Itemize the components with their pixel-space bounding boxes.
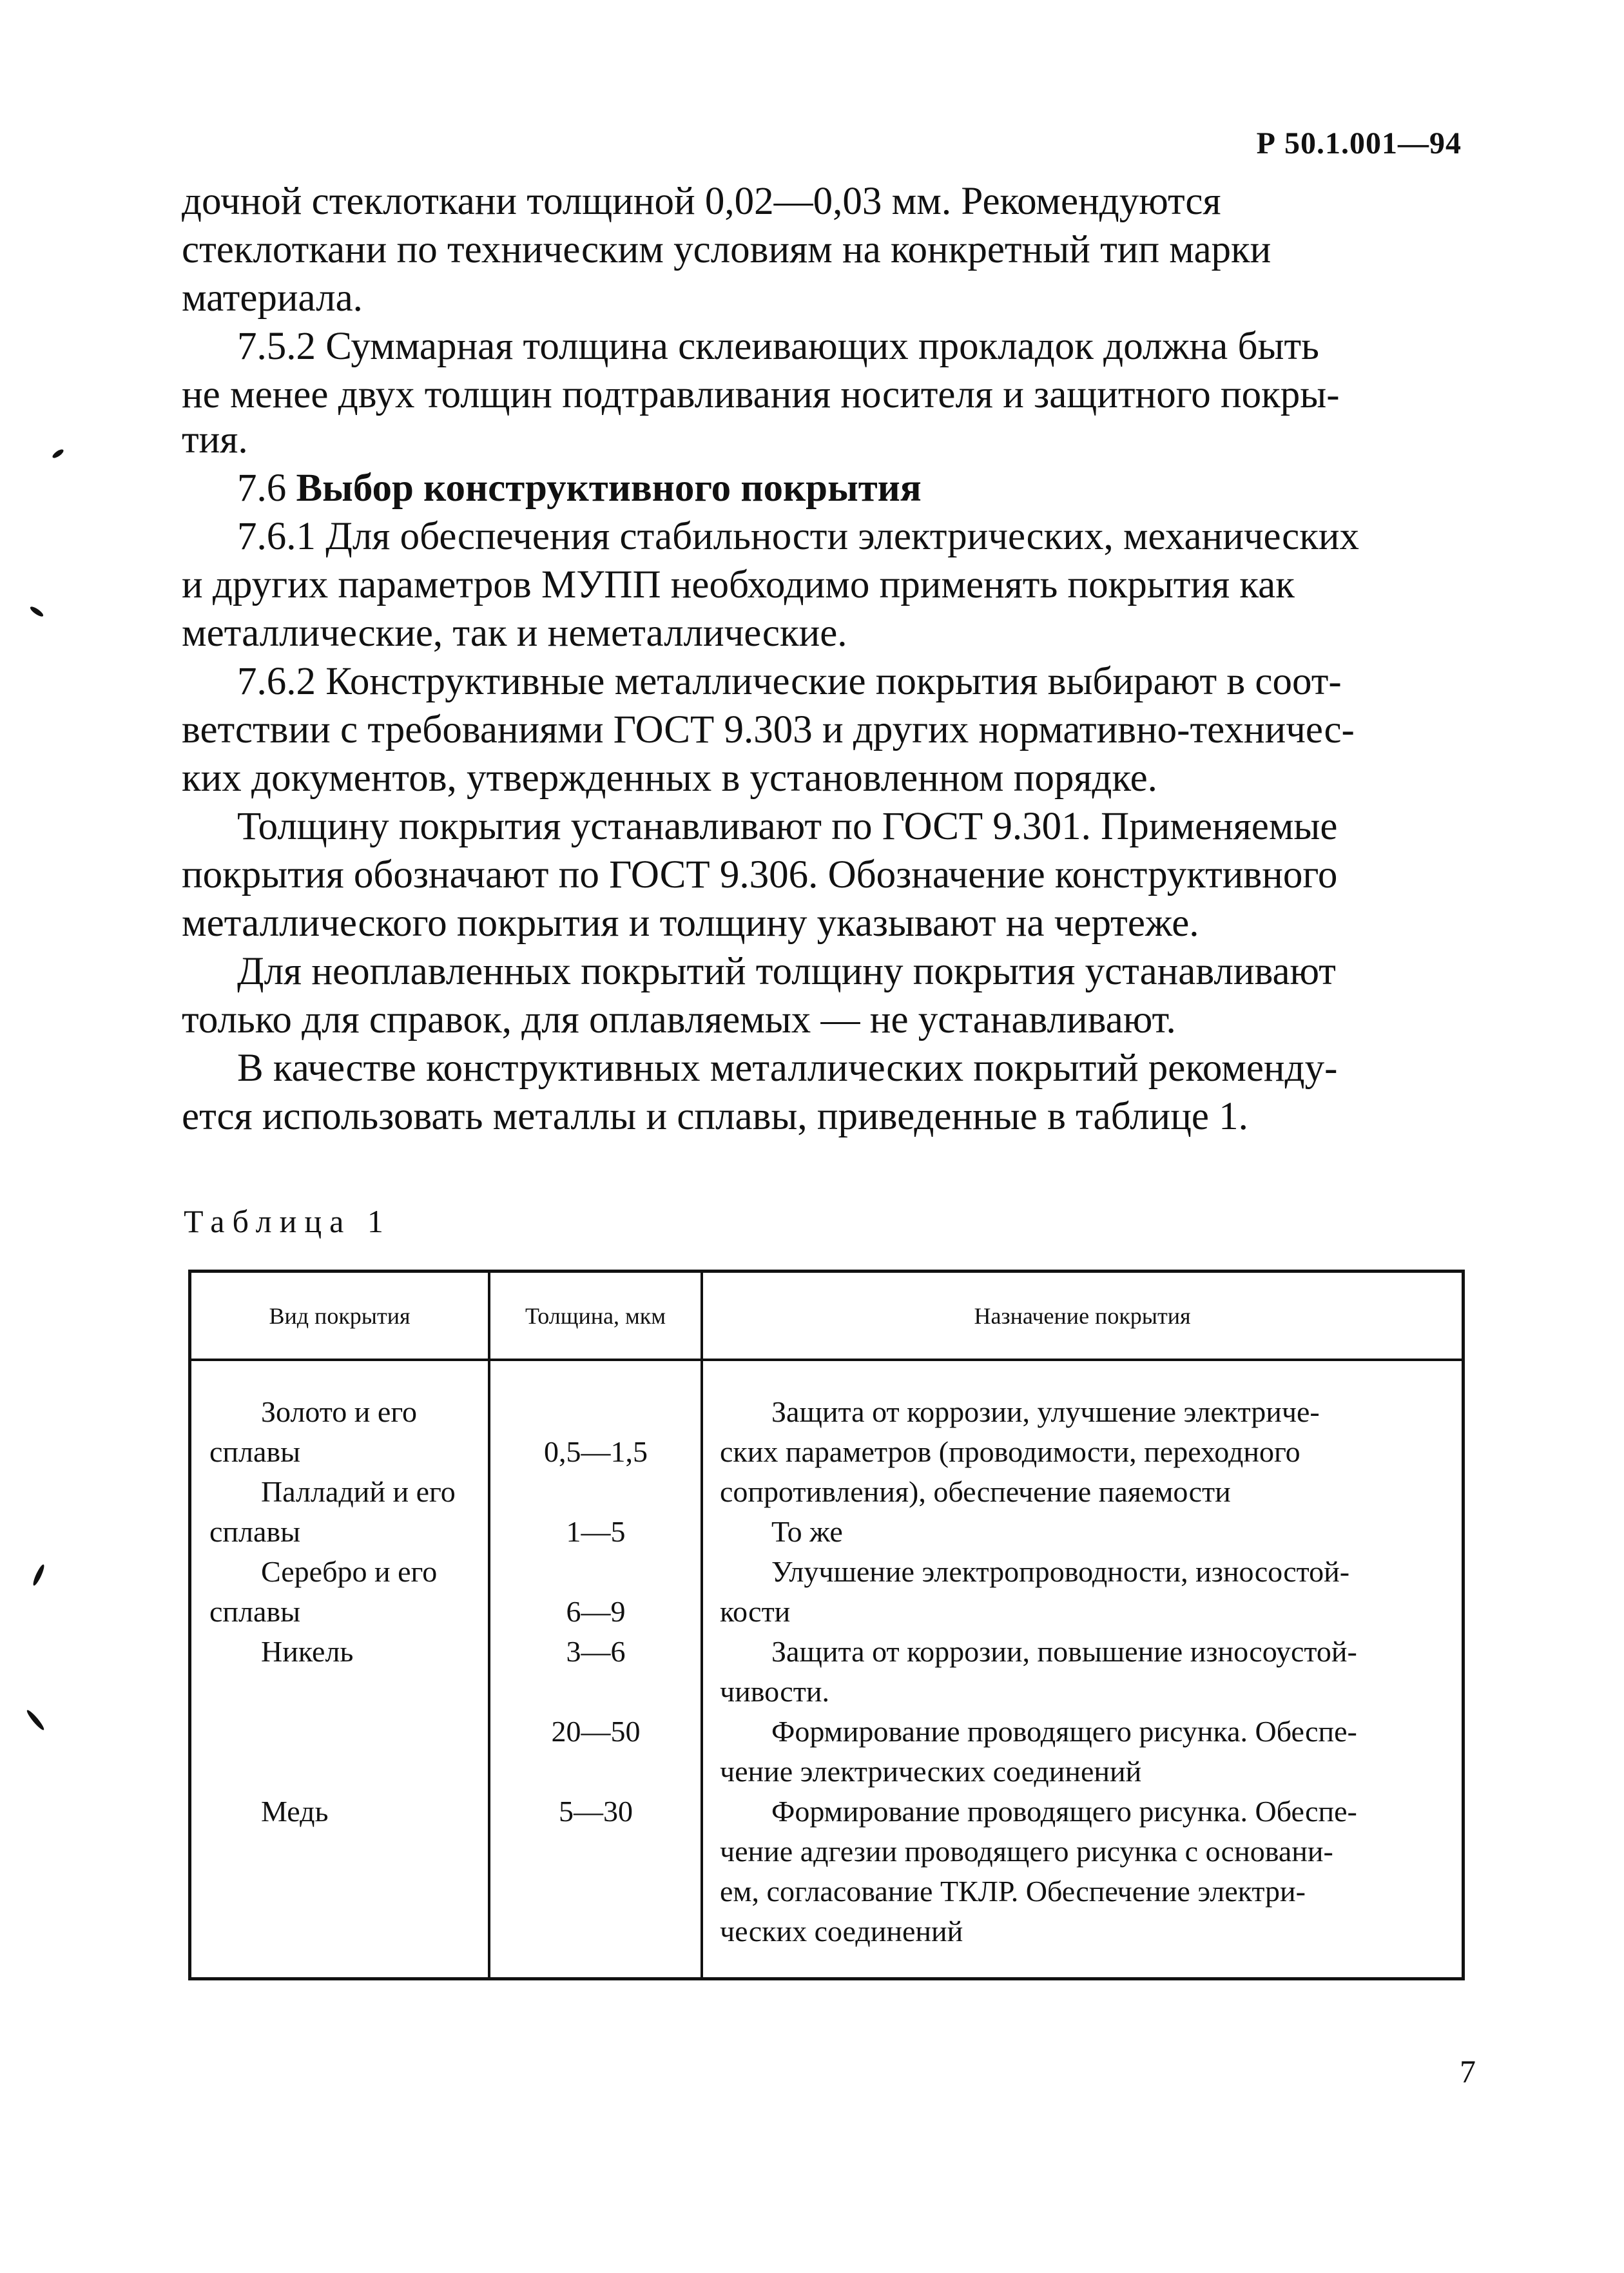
text-line [182, 177, 1464, 226]
text-line [182, 561, 1464, 609]
text-line-content: 7.6.1 Для обеспечения стабильности электрических, механических [237, 515, 1360, 558]
table-cell: кости [720, 1595, 791, 1628]
column-divider [701, 1273, 703, 1977]
text-line-content: покрытия обозначают по ГОСТ 9.306. Обозначение конструктивного [182, 853, 1338, 896]
table-cell: чение адгезии проводящего рисунка с основани- [720, 1835, 1333, 1868]
text-line-content: В качестве конструктивных металлических покрытий рекоменду- [237, 1047, 1338, 1090]
text-line [182, 1044, 1464, 1092]
table-cell: Никель [261, 1635, 354, 1668]
table-cell: сплавы [209, 1435, 301, 1468]
text-line [182, 996, 1464, 1044]
text-line-content: только для справок, для оплавляемых — не устанавливают. [182, 998, 1176, 1041]
header-rule [191, 1359, 1462, 1361]
page-number: 7 [1460, 2053, 1476, 2089]
text-line-content: материала. [182, 276, 363, 320]
table-cell: сопротивления), обеспечение паяемости [720, 1475, 1231, 1508]
text-line [182, 464, 1464, 512]
text-line [182, 322, 1464, 371]
table-cell: 20—50 [551, 1715, 641, 1748]
table-cell: ческих соединений [720, 1915, 963, 1948]
text-line-content: стеклоткани по техническим условиям на конкретный тип марки [182, 228, 1271, 271]
text-line [182, 226, 1464, 274]
table-cell: Защита от коррозии, повышение износоустой- [771, 1635, 1357, 1668]
table-cell: 0,5—1,5 [544, 1435, 648, 1468]
table-cell: чение электрических соединений [720, 1755, 1142, 1788]
text-line-content: Толщину покрытия устанавливают по ГОСТ 9.301. Применяемые [237, 805, 1338, 848]
table-cell: 5—30 [559, 1795, 633, 1828]
text-line [182, 706, 1464, 754]
table-cell: ем, согласование ТКЛР. Обеспечение электри- [720, 1875, 1306, 1908]
text-line-content: ких документов, утвержденных в установленном порядке. [182, 757, 1157, 800]
text-line [182, 1092, 1464, 1141]
coatings-table [188, 1270, 1465, 1980]
text-line-content: тия. [182, 418, 248, 461]
table-cell: сплавы [209, 1515, 301, 1548]
scan-mark [32, 1563, 46, 1587]
header-coating-type: Вид покрытия [269, 1302, 411, 1329]
table-cell: Палладий и его [261, 1475, 456, 1508]
table-cell: чивости. [720, 1675, 829, 1708]
table-cell: 1—5 [566, 1515, 626, 1548]
text-line-content: дочной стеклоткани толщиной 0,02—0,03 мм. Рекомендуются [182, 180, 1221, 223]
text-line [182, 657, 1464, 706]
table-cell: Серебро и его [261, 1555, 438, 1588]
text-line [182, 947, 1464, 996]
table-cell: сплавы [209, 1595, 301, 1628]
table-caption: Таблица 1 [184, 1203, 391, 1239]
text-line-content: не менее двух толщин подтравливания носителя и защитного покры- [182, 373, 1340, 416]
text-line-content: металлические, так и неметаллические. [182, 612, 847, 655]
table-cell: ских параметров (проводимости, переходного [720, 1435, 1300, 1468]
document-code: Р 50.1.001—94 [1256, 126, 1462, 160]
text-line [182, 416, 1464, 464]
text-line-content: металлического покрытия и толщину указывают на чертеже. [182, 902, 1199, 945]
table-cell: Улучшение электропроводности, износостой- [771, 1555, 1350, 1588]
section-heading: Выбор конструктивного покрытия [296, 467, 922, 510]
table-cell: Формирование проводящего рисунка. Обеспе- [771, 1795, 1357, 1828]
table-cell: Защита от коррозии, улучшение электриче- [771, 1395, 1320, 1428]
table-cell: 3—6 [566, 1635, 626, 1668]
text-line [182, 754, 1464, 802]
text-line-content: Для неоплавленных покрытий толщину покрытия устанавливают [237, 950, 1336, 993]
column-divider [488, 1273, 490, 1977]
text-line-content: ветствии с требованиями ГОСТ 9.303 и других нормативно-техничес- [182, 708, 1355, 751]
scan-mark [52, 448, 65, 459]
text-line-content: 7.6 [237, 467, 296, 510]
scan-mark [29, 605, 44, 618]
text-line [182, 802, 1464, 851]
text-line [182, 371, 1464, 419]
table-cell: 6—9 [566, 1595, 626, 1628]
text-line [182, 851, 1464, 899]
table-cell: То же [771, 1515, 843, 1548]
scan-mark [25, 1708, 46, 1732]
text-line [182, 274, 1464, 322]
text-line-content: 7.5.2 Суммарная толщина склеивающих прокладок должна быть [237, 325, 1319, 368]
text-line [182, 899, 1464, 947]
table-cell: Формирование проводящего рисунка. Обеспе- [771, 1715, 1357, 1748]
text-line-content: 7.6.2 Конструктивные металлические покрытия выбирают в соот- [237, 660, 1342, 703]
text-line-content: ется использовать металлы и сплавы, приведенные в таблице 1. [182, 1095, 1248, 1138]
header-thickness: Толщина, мкм [525, 1302, 666, 1329]
table-cell: Золото и его [261, 1395, 418, 1428]
text-line [182, 609, 1464, 657]
text-line [182, 512, 1464, 561]
header-purpose: Назначение покрытия [974, 1302, 1191, 1329]
text-line-content: и других параметров МУПП необходимо применять покрытия как [182, 563, 1295, 606]
table-cell: Медь [261, 1795, 329, 1828]
